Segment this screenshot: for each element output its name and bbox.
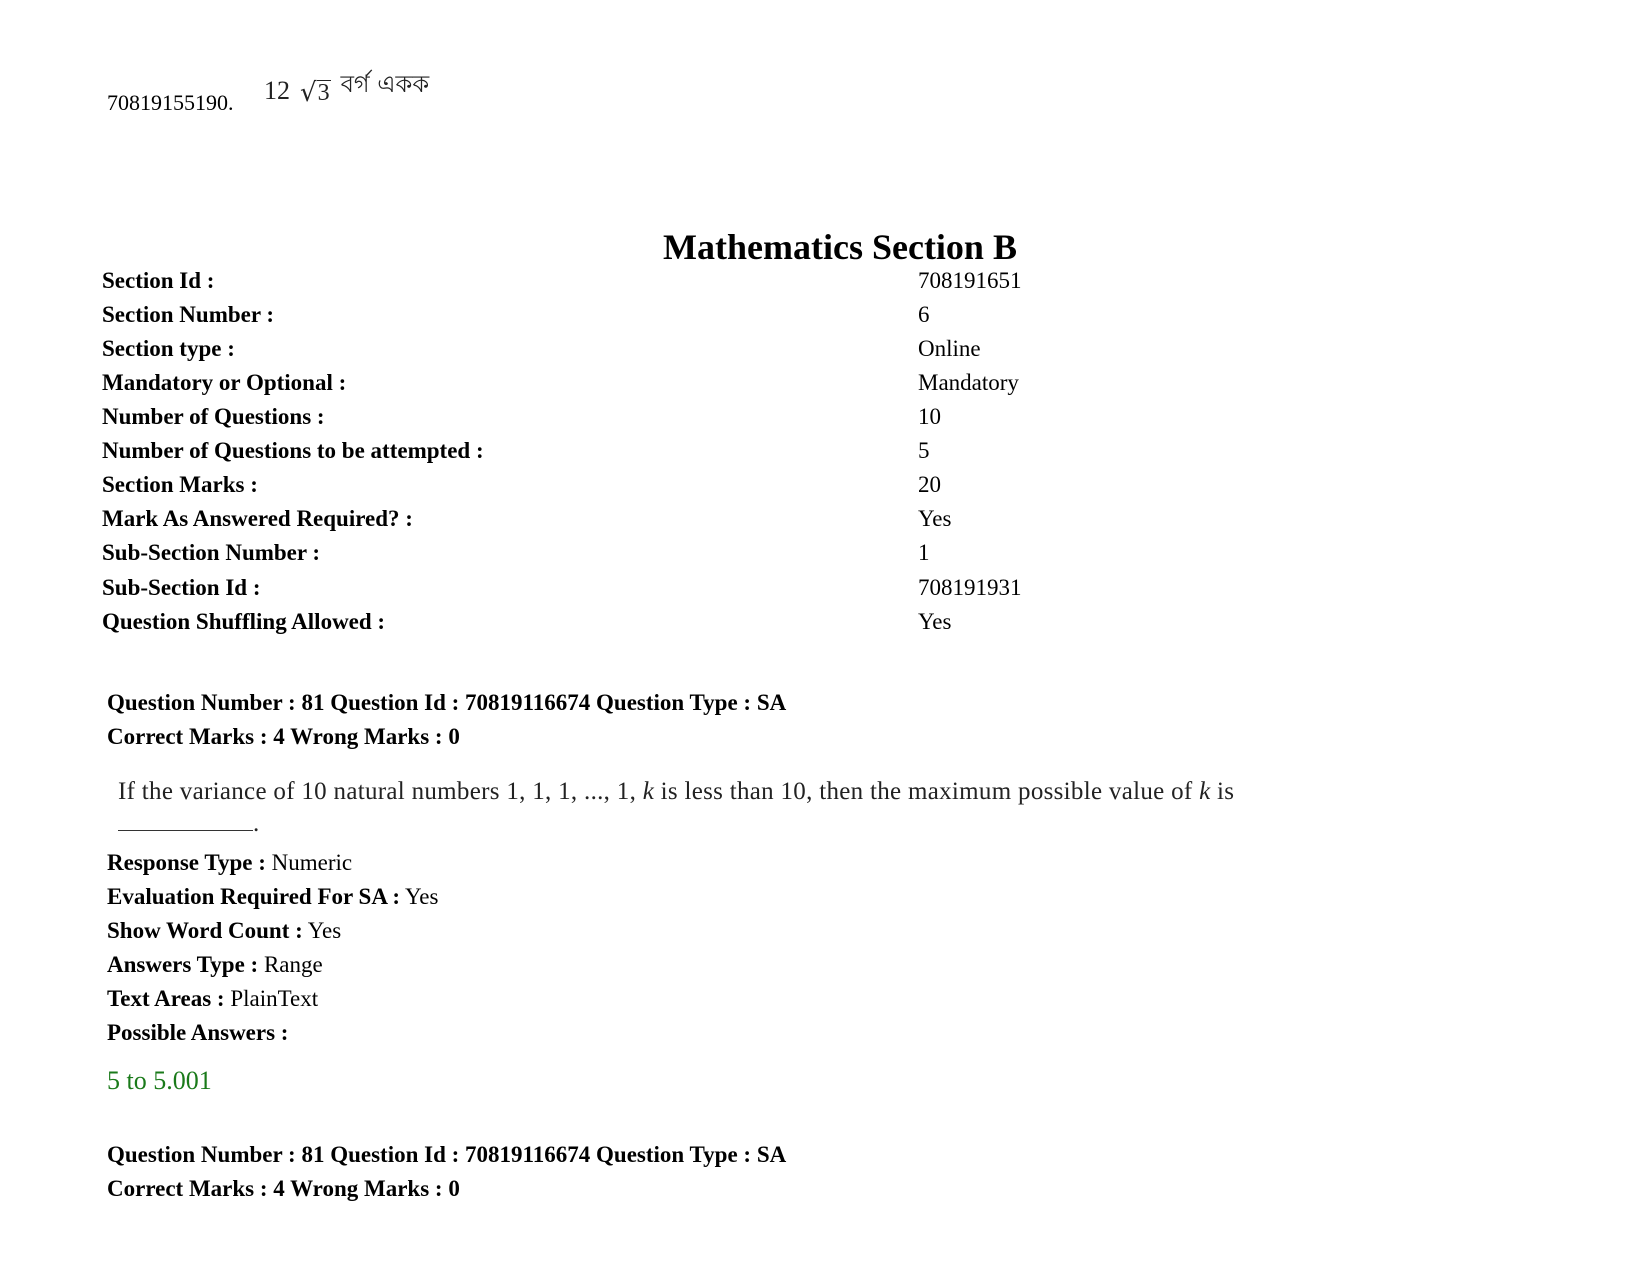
question-variable: k [1199,778,1211,805]
possible-answer: 5 to 5.001 [107,1066,212,1095]
meta-label: Possible Answers : [107,1020,289,1045]
question-variable: k [642,778,655,805]
info-value: 708191651 [918,268,1022,293]
info-value: 6 [918,302,930,327]
question-header: Question Number : 81 Question Id : 70819116674 Question Type : SA [107,1142,787,1167]
info-label: Section Id : [102,268,215,293]
meta-evaluation-required [107,884,438,910]
info-value: 20 [918,472,941,497]
info-label: Section type : [102,336,235,361]
question-text-part: is less than 10, then the maximum possible value of [654,778,1200,805]
option-unit: বর্গ একক [340,70,430,98]
info-value: 5 [918,438,930,463]
meta-value: PlainText [230,986,319,1011]
info-label: Question Shuffling Allowed : [102,609,386,634]
meta-show-word-count [107,918,341,944]
meta-label: Response Type : [107,850,266,875]
sqrt-symbol: √ 3 [300,78,330,108]
info-label: Number of Questions to be attempted : [102,438,484,463]
info-label: Mandatory or Optional : [102,370,347,395]
meta-value: Range [263,952,323,977]
info-value: Yes [918,506,952,531]
question-marks: Correct Marks : 4 Wrong Marks : 0 [107,1176,460,1201]
meta-response-type [107,850,352,876]
question-text-part: . [253,810,260,837]
meta-label: Show Word Count : [107,918,303,943]
option-content [264,66,429,106]
info-value: 1 [918,540,930,565]
meta-value: Yes [307,918,342,943]
info-label: Mark As Answered Required? : [102,506,413,531]
meta-label: Answers Type : [107,952,259,977]
question-marks: Correct Marks : 4 Wrong Marks : 0 [107,724,460,749]
answer-blank [118,810,253,831]
info-value: Yes [918,609,952,634]
info-value: 708191931 [918,575,1022,600]
meta-answers-type [107,952,323,978]
question-text-part: If the variance of 10 natural numbers 1, 1, 1, ..., 1, [118,778,643,805]
question-text-part: is [1210,778,1235,805]
info-label: Section Marks : [102,472,258,497]
info-value: 10 [918,404,941,429]
section-title: Mathematics Section B [663,227,1017,267]
question-text [118,776,1248,840]
info-label: Sub-Section Number : [102,540,321,565]
info-label: Number of Questions : [102,404,325,429]
meta-value: Numeric [271,850,353,875]
question-header: Question Number : 81 Question Id : 70819116674 Question Type : SA [107,690,787,715]
info-label: Section Number : [102,302,275,327]
option-radicand: 3 [317,79,330,106]
meta-label: Text Areas : [107,986,225,1011]
meta-value: Yes [405,884,439,909]
meta-label: Evaluation Required For SA : [107,884,401,909]
info-label: Sub-Section Id : [102,575,261,600]
meta-possible-answers [107,1020,288,1046]
option-id: 70819155190. [107,90,234,115]
info-value: Online [918,336,981,361]
option-coefficient: 12 [264,76,290,105]
meta-text-areas [107,986,318,1012]
info-value: Mandatory [918,370,1019,395]
